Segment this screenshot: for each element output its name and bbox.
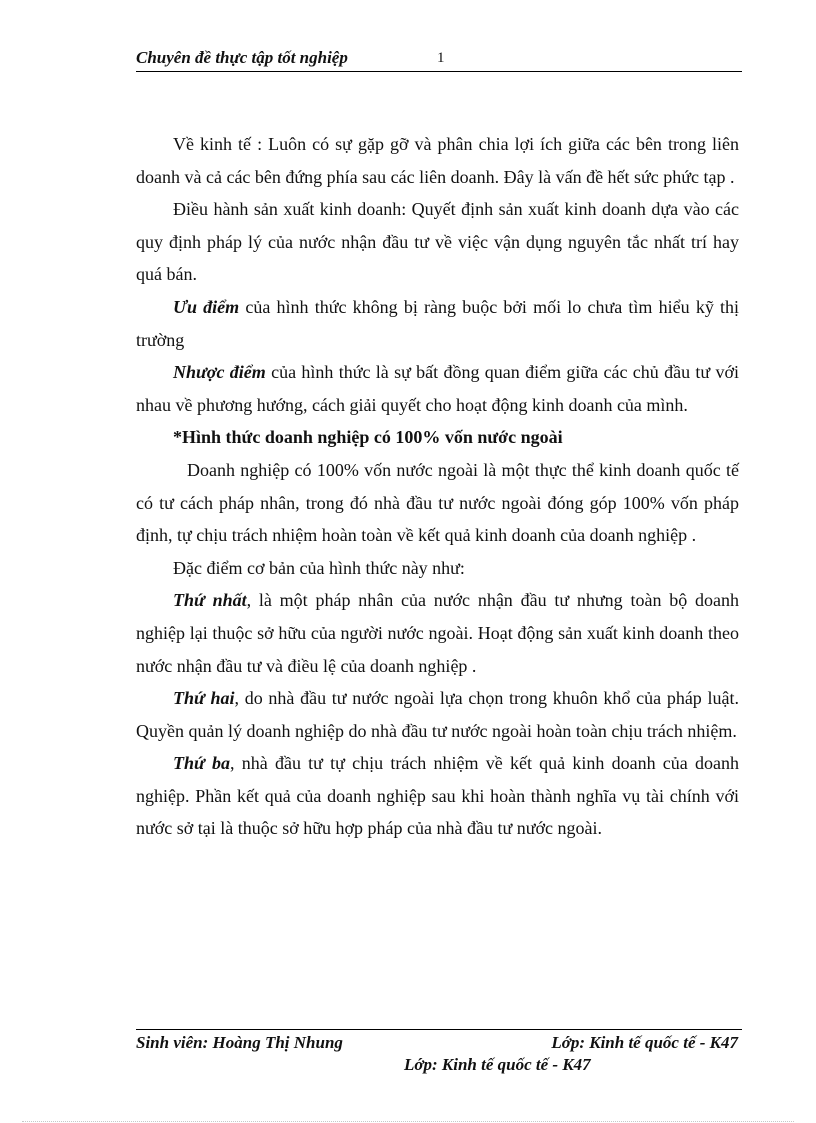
paragraph-third [136,747,739,845]
paragraph-economic: Về kinh tế : Luôn có sự gặp gỡ và phân chia lợi ích giữa các bên trong liên doanh và cả các bên đứng phía sau các liên doanh. Đây là vấn đề hết sức phức tạp . [136,134,739,187]
section-heading: *Hình thức doanh nghiệp có 100% vốn nước ngoài [173,427,563,448]
disadvantages-text: của hình thức là sự bất đồng quan điểm giữa các chủ đầu tư với nhau về phương hướng, cách giải quyết cho hoạt động kinh doanh của mình. [136,362,740,415]
third-text: , nhà đầu tư tự chịu trách nhiệm về kết quả kinh doanh của doanh nghiệp. Phần kết quả của doanh nghiệp sau khi hoàn thành nghĩa vụ tài chính với nước sở tại là thuộc sở hữu hợp pháp của nhà đầu tư nước ngoài. [136,753,739,839]
footer-divider [136,1029,742,1030]
paragraph-second [136,682,739,747]
paragraph-management: Điều hành sản xuất kinh doanh: Quyết định sản xuất kinh doanh dựa vào các quy định pháp lý của nước nhận đầu tư về việc vận dụng nguyên tắc nhất trí hay quá bán. [136,199,739,285]
paragraph-definition: Doanh nghiệp có 100% vốn nước ngoài là một thực thể kinh doanh quốc tế có tư cách pháp nhân, trong đó nhà đầu tư nước ngoài đóng góp 100% vốn pháp định, tự chịu trách nhiệm hoàn toàn về kết quả kinh doanh của doanh nghiệp . [136,459,739,546]
page-number: 1 [437,50,445,66]
paragraph-advantages [136,291,739,356]
class-label: Lớp: Kinh tế quốc tế - K47 [551,1033,738,1052]
page-bottom-edge [22,1121,794,1122]
term-second: Thứ hai [173,688,235,709]
advantages-text: của hình thức không bị ràng buộc bởi mối lo chưa tìm hiểu kỹ thị trường [136,296,740,350]
term-advantages: Ưu điểm [173,296,240,317]
student-name: Sinh viên: Hoàng Thị Nhung [136,1033,343,1052]
paragraph-characteristics-intro: Đặc điểm cơ bản của hình thức này như: [173,557,465,578]
term-disadvantages: Nhược điểm [173,362,266,383]
class-label-repeat: Lớp: Kinh tế quốc tế - K47 [404,1055,591,1074]
header-divider [136,71,742,72]
term-third: Thứ ba [173,753,231,774]
document-title: Chuyên đề thực tập tốt nghiệp [136,48,348,67]
first-text: , là một pháp nhân của nước nhận đầu tư nhưng toàn bộ doanh nghiệp lại thuộc sở hữu của người nước ngoài. Hoạt động sản xuất kinh doanh theo nước nhận đầu tư và điều lệ của doanh nghiệp . [136,590,740,676]
document-body [136,128,739,845]
paragraph-disadvantages [136,356,739,421]
term-first: Thứ nhất [173,590,247,611]
second-text: , do nhà đầu tư nước ngoài lựa chọn trong khuôn khổ của pháp luật. Quyền quản lý doanh nghiệp do nhà đầu tư nước ngoài hoàn toàn chịu trách nhiệm. [136,688,739,741]
paragraph-first [136,584,739,682]
